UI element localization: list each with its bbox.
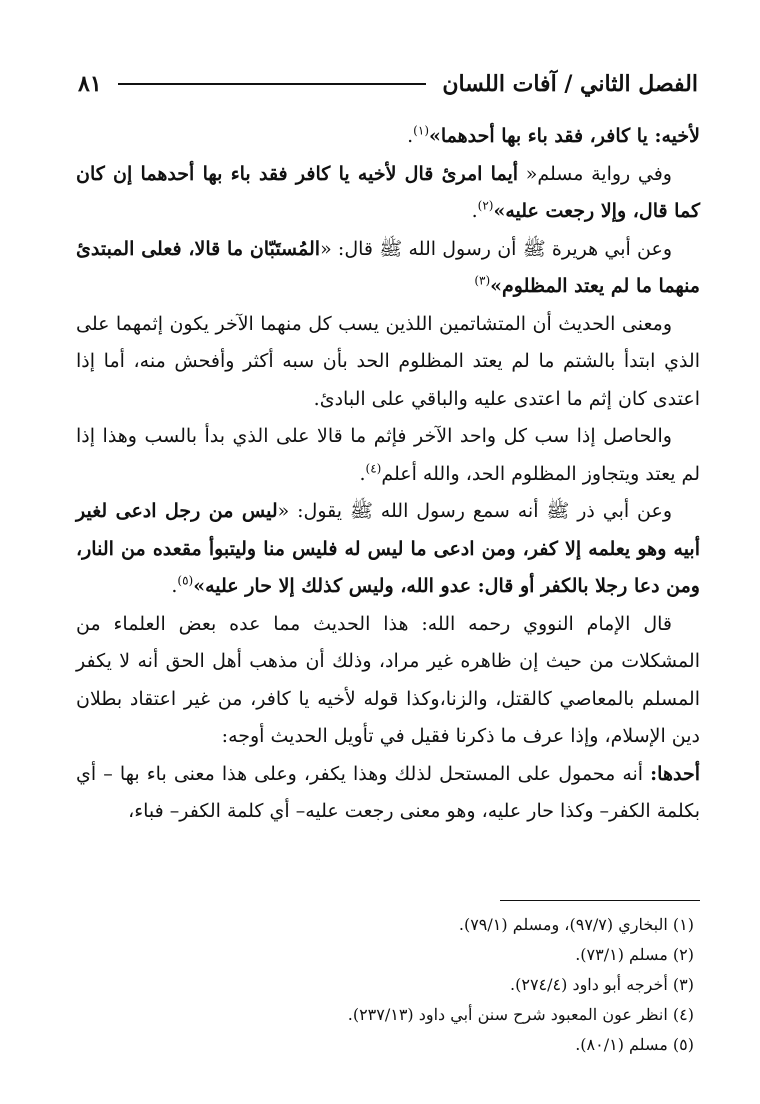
paragraph-intro: وعن أبي هريرة ﷺ أن رسول الله ﷺ قال: « [320, 237, 673, 260]
hadith-text: لأخيه: يا كافر، فقد باء بها أحدهما» [429, 125, 700, 147]
punctuation: . [407, 125, 414, 147]
hadith-text: المُستَبّان ما قالا، فعلى المبتدئ منهما ما لم يعتد المظلوم» [76, 237, 700, 297]
paragraph-intro: وفي رواية مسلم« [518, 162, 672, 185]
paragraph-text: والحاصل إذا سب كل واحد الآخر فإثم ما قالا على الذي بدأ بالسب وهذا إذا لم يعتد ويتجاوز المظلوم الحد، والله أعلم [76, 425, 700, 485]
footnote-3: (٣) أخرجه أبو داود (٢٧٤/٤). [510, 975, 694, 994]
running-header [78, 62, 698, 106]
paragraph-5 [76, 418, 700, 493]
paragraph-8 [76, 756, 700, 831]
header-rule [118, 83, 427, 85]
footnotes [76, 910, 700, 1060]
page-number: ٨١ [78, 71, 102, 97]
footnote-separator [500, 900, 700, 901]
paragraph-intro: وعن أبي ذر ﷺ أنه سمع رسول الله ﷺ يقول: « [277, 500, 673, 522]
footnote-1: (١) البخاري (٩٧/٧)، ومسلم (٧٩/١). [458, 915, 694, 934]
paragraph-1 [76, 118, 700, 156]
paragraph-6 [76, 493, 700, 606]
paragraph-3 [76, 231, 700, 306]
footnote-marker: (٣) [474, 273, 491, 288]
footnote-4: (٤) انظر عون المعبود شرح سنن أبي داود (٢٣٧/١٣). [347, 1005, 694, 1024]
footnote-marker: (٢) [477, 198, 494, 213]
footnote-marker: (١) [413, 123, 429, 138]
hadith-text: ليس من رجل ادعى لغير أبيه وهو يعلمه إلا كفر، ومن ادعى ما ليس له فليس منا وليتبوأ مقعده من النار، ومن دعا رجلا بالكفر أو قال: عدو الله، وليس كذلك إلا حار عليه» [76, 500, 700, 597]
paragraph-2 [76, 156, 700, 231]
point-label: أحدها: [650, 762, 700, 785]
chapter-title: الفصل الثاني / آفات اللسان [442, 71, 698, 97]
footnote-2: (٢) مسلم (٧٣/١). [575, 945, 694, 964]
paragraph-7: قال الإمام النووي رحمه الله: هذا الحديث مما عده بعض العلماء من المشكلات من حيث إن ظاهره غير مراد، وذلك أن مذهب أهل الحق أنه لا يكفر المسلم بالمعاصي كالقتل، والزنا،وكذا قوله لأخيه يا كافر، من غير اعتقاد بطلان دين الإسلام، وإذا عرف ما ذكرنا فقيل في تأويل الحديث أوجه: [76, 612, 700, 747]
paragraph-4: ومعنى الحديث أن المتشاتمين اللذين يسب كل منهما الآخر يكون إثمهما على الذي ابتدأ بالشتم ما لم يعتد المظلوم الحد بأن سبه أكثر وأفحش منه، أما إذا اعتدى كان إثم ما اعتدى عليه والباقي على البادئ. [76, 312, 700, 410]
footnote-5: (٥) مسلم (٨٠/١). [575, 1035, 694, 1054]
footnote-marker: (٥) [177, 573, 194, 588]
body-text [76, 118, 700, 831]
punctuation: . [359, 462, 366, 485]
hadith-text: أيما امرئ قال لأخيه يا كافر فقد باء بها أحدهما إن كان كما قال، وإلا رجعت عليه» [76, 162, 700, 222]
paragraph-text: أنه محمول على المستحل لذلك وهذا يكفر، وعلى هذا معنى باء بها – أي بكلمة الكفر– وكذا حار عليه، وهو معنى رجعت عليه– أي كلمة الكفر– فباء، [76, 762, 700, 822]
punctuation: . [471, 200, 478, 222]
punctuation: . [171, 575, 178, 597]
footnote-marker: (٤) [365, 461, 382, 476]
